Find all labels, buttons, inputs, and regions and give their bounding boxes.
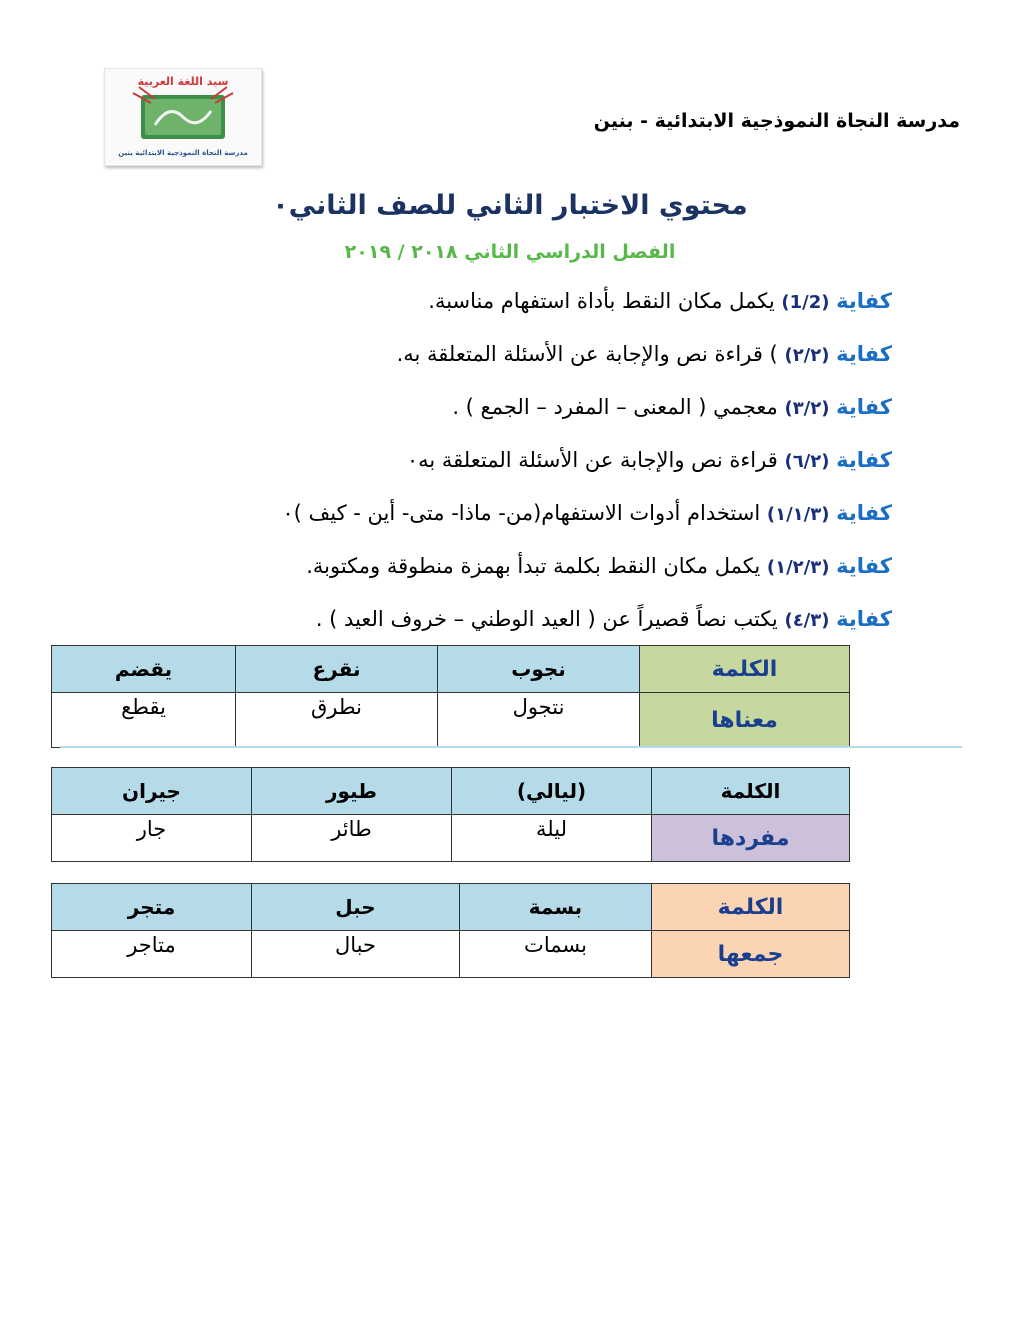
meaning-label-cell: معناها — [640, 693, 850, 748]
competency-code: (٤/٣) — [784, 610, 830, 631]
meaning-cell: يقطع — [52, 693, 236, 748]
logo-top-text: سيد اللغة العربية — [137, 75, 229, 88]
competency-label: كفاية — [836, 607, 892, 631]
competency-label: كفاية — [836, 289, 892, 313]
competency-label: كفاية — [836, 554, 892, 578]
word-label-cell: الكلمة — [652, 884, 850, 931]
competency-item — [132, 282, 892, 335]
table-row — [52, 884, 850, 931]
competency-code: (٣/٢) — [784, 398, 830, 419]
competency-item — [132, 388, 892, 441]
word-cell: بسمة — [460, 884, 652, 931]
word-cell: جيران — [52, 768, 252, 815]
singular-cell: جار — [52, 815, 252, 862]
competency-code: (١/٢/٣) — [766, 557, 830, 578]
table-row — [52, 815, 850, 862]
plurals-table — [51, 883, 850, 978]
competency-label: كفاية — [836, 395, 892, 419]
competency-label: كفاية — [836, 501, 892, 525]
meaning-cell: نطرق — [236, 693, 438, 748]
table-row — [52, 646, 850, 693]
logo-bottom-text: مدرسة النجاة النموذجية الابتدائية بنين — [118, 149, 248, 157]
competency-item — [132, 441, 892, 494]
competency-text: يكتب نصاً قصيراً عن ( العيد الوطني – خروف العيد ) . — [315, 607, 778, 631]
word-cell: نجوب — [438, 646, 640, 693]
divider — [60, 746, 962, 748]
word-label-cell: الكلمة — [640, 646, 850, 693]
competency-list — [132, 282, 892, 653]
plural-cell: حبال — [252, 931, 460, 978]
competency-text: معجمي ( المعنى – المفرد – الجمع ) . — [452, 395, 778, 419]
meanings-table — [51, 645, 850, 748]
page-title: محتوي الاختبار الثاني للصف الثاني٠ — [272, 190, 748, 221]
competency-item — [132, 335, 892, 388]
word-cell: متجر — [52, 884, 252, 931]
competency-code: (٦/٢) — [784, 451, 830, 472]
plural-label-cell: جمعها — [652, 931, 850, 978]
school-logo — [104, 68, 262, 166]
competency-label: كفاية — [836, 448, 892, 472]
table-row — [52, 693, 850, 748]
plural-cell: متاجر — [52, 931, 252, 978]
competency-text: استخدام أدوات الاستفهام(من- ماذا- متى- أين - كيف )٠ — [282, 501, 761, 525]
singular-cell: طائر — [252, 815, 452, 862]
competency-text: يكمل مكان النقط بكلمة تبدأ بهمزة منطوقة ومكتوبة. — [306, 554, 761, 578]
competency-item — [132, 494, 892, 547]
competency-text: ) قراءة نص والإجابة عن الأسئلة المتعلقة به. — [396, 342, 778, 366]
singular-cell: ليلة — [452, 815, 652, 862]
page-subtitle: الفصل الدراسي الثاني ٢٠١٨ / ٢٠١٩ — [344, 241, 676, 263]
word-cell: يقضم — [52, 646, 236, 693]
competency-code: (٢/٢) — [784, 345, 830, 366]
word-cell: حبل — [252, 884, 460, 931]
word-cell: (ليالي) — [452, 768, 652, 815]
plural-cell: بسمات — [460, 931, 652, 978]
table-row — [52, 768, 850, 815]
word-cell: طيور — [252, 768, 452, 815]
word-cell: نقرع — [236, 646, 438, 693]
table-row — [52, 931, 850, 978]
word-label-cell: الكلمة — [652, 768, 850, 815]
competency-item — [132, 547, 892, 600]
competency-label: كفاية — [836, 342, 892, 366]
competency-text: قراءة نص والإجابة عن الأسئلة المتعلقة به٠ — [406, 448, 778, 472]
competency-code: (١/١/٣) — [766, 504, 830, 525]
singulars-table — [51, 767, 850, 862]
school-name: مدرسة النجاة النموذجية الابتدائية - بنين — [593, 110, 960, 132]
meaning-cell: نتجول — [438, 693, 640, 748]
competency-code: (1/2) — [781, 292, 830, 313]
singular-label-cell: مفردها — [652, 815, 850, 862]
competency-text: يكمل مكان النقط بأداة استفهام مناسبة. — [428, 289, 775, 313]
